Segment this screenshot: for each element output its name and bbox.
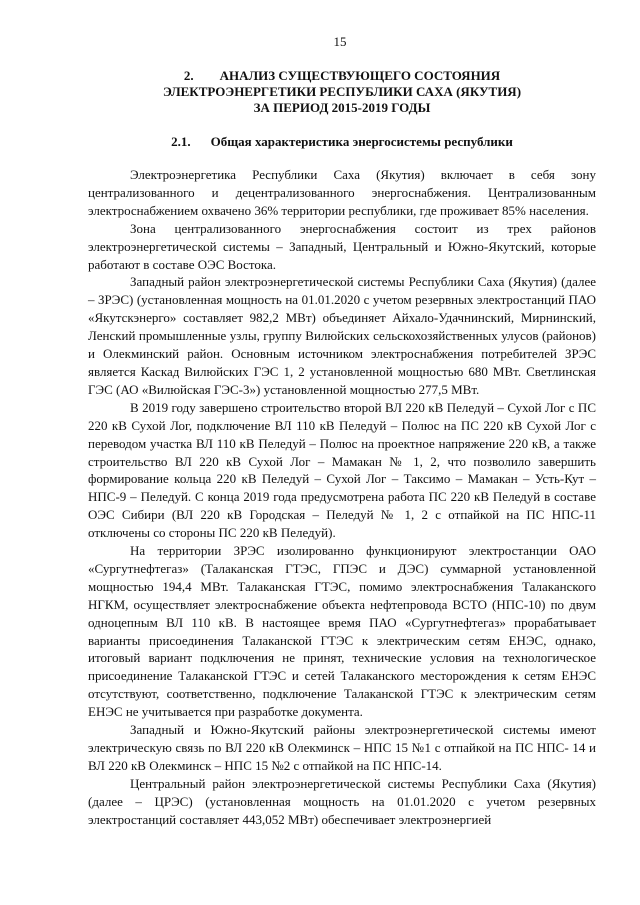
section-title bbox=[88, 134, 596, 150]
chapter-title-line-3: ЗА ПЕРИОД 2015-2019 ГОДЫ bbox=[253, 100, 431, 115]
page-number: 15 bbox=[333, 34, 347, 49]
paragraph: В 2019 году завершено строительство второй ВЛ 220 кВ Пеледуй – Сухой Лог с ПС 220 кВ Сухой Лог, подключение ВЛ 110 кВ Пеледуй – Полюс на ПС 220 кВ Сухой Лог с переводом участка ВЛ 110 кВ Пеледуй – Полюс на проектное напряжение 220 кВ, а также строительство ВЛ 220 кВ Сухой Лог – Мамакан № 1, 2, что позволило завершить формирование кольца 220 кВ Пеледуй – Сухой Лог – Таксимо – Мамакан – Усть-Кут – НПС-9 – Пеледуй. С конца 2019 года предусмотрена работа ПС 220 кВ Пеледуй в составе ОЭС Сибири (ВЛ 220 кВ Городская – Пеледуй № 1, 2 с отпайкой на ПС НПС-11 отключены со стороны ПС 220 кВ Пеледуй). bbox=[88, 399, 596, 541]
chapter-number: 2. bbox=[183, 68, 194, 83]
chapter-title-text-1: АНАЛИЗ СУЩЕСТВУЮЩЕГО СОСТОЯНИЯ bbox=[219, 68, 501, 83]
paragraph: Западный и Южно-Якутский районы электроэнергетической системы имеют электрическую связь по ВЛ 220 кВ Олекминск – НПС 15 №1 с отпайкой на ПС НПС- 14 и ВЛ 220 кВ Олекминск – НПС 15 №2 с отпайкой на ПС НПС-14. bbox=[88, 722, 596, 773]
paragraph: Зона централизованного энергоснабжения состоит из трех районов электроэнергетической системы – Западный, Центральный и Южно-Якутский, которые работают в составе ОЭС Востока. bbox=[88, 220, 596, 272]
paragraph: Электроэнергетика Республики Саха (Якутия) включает в себя зону централизованного и децентрализованного энергоснабжения. Централизованным электроснабжением охвачено 36% территории республики, где проживает 85% населения. bbox=[88, 167, 596, 218]
paragraph: Западный район электроэнергетической системы Республики Саха (Якутия) (далее – ЗРЭС) (установленная мощность на 01.01.2020 с учетом резервных электростанций ПАО «Якутскэнерго» составляет 982,2 МВт) объединяет Айхало-Удачнинский, Мирнинский, Ленский промышленные узлы, группу Вилюйских сельскохозяйственных улусов (районов) и Олекминский район. Основным источником электроснабжения потребителей ЗРЭС является Каскад Вилюйских ГЭС 1, 2 установленной мощностью 680 МВт. Светлинская ГЭС (АО «Вилюйская ГЭС-3») установленной мощностью 277,5 МВт. bbox=[88, 274, 596, 397]
chapter-title bbox=[88, 68, 596, 116]
chapter-title-line-2: ЭЛЕКТРОЭНЕРГЕТИКИ РЕСПУБЛИКИ САХА (ЯКУТИЯ) bbox=[162, 84, 522, 99]
body-text bbox=[88, 166, 596, 829]
chapter-title-line-1 bbox=[88, 68, 596, 84]
section-title-text: Общая характеристика энергосистемы республики bbox=[210, 134, 513, 149]
paragraph: Центральный район электроэнергетической системы Республики Саха (Якутия) (далее – ЦРЭС) (установленная мощность на 01.01.2020 с учетом резервных электростанций составляет 443,052 МВт) обеспечивает электроэнергией bbox=[88, 775, 596, 827]
section-number: 2.1. bbox=[171, 134, 191, 149]
paragraph: На территории ЗРЭС изолированно функционируют электростанции ОАО «Сургутнефтегаз» (Талаканская ГТЭС, ГПЭС и ДЭС) суммарной установленной мощностью 194,4 МВт. Талаканская ГТЭС, помимо электроснабжения Талаканского НГКМ, осуществляет электроснабжение объекта нефтепровода ВСТО (НПС-10) по двум одноцепным ВЛ 110 кВ. В настоящее время ПАО «Сургутнефтегаз» прорабатывает варианты присоединения Талаканской ГТЭС к электрическим сетям ЕНЭС, однако, итоговый вариант подключения не принят, технические условия на технологическое присоединение Талаканской ГТЭС и сетей Талаканского месторождения к сетям ЕНЭС отсутствуют, соответственно, подключение Талаканской ГТЭС к электрическим сетям ЕНЭС не учитывается при разработке документа. bbox=[88, 543, 596, 720]
